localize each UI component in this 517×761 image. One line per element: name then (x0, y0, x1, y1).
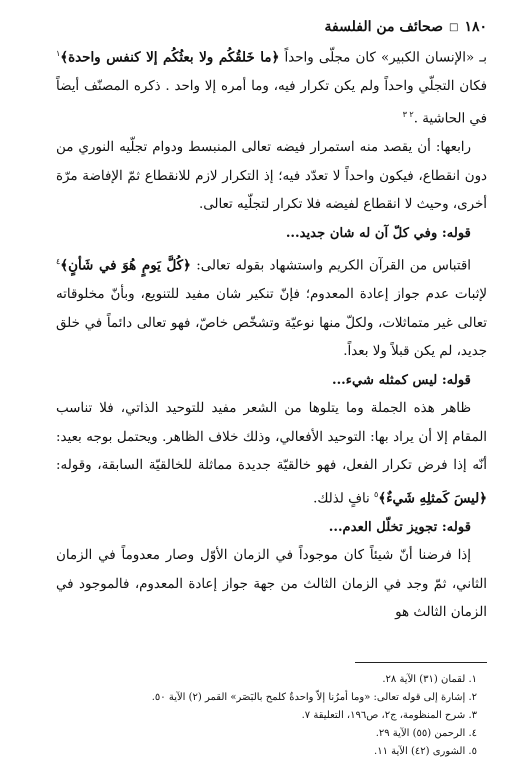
footnote-4: ٤. الرحمن (٥٥) الآية ٢٩. (375, 727, 477, 739)
page-header (56, 14, 487, 40)
footnote-1: ١. لقمان (٣١) الآية ٢٨. (382, 673, 477, 685)
subheading-3: قوله: تجويز تخلّل العدم... (328, 519, 471, 535)
p4-text: ظاهر هذه الجملة وما يتلوها من الشعر مفيد للتوحيد الذاتي، فلا تناسب المقام إلا أن يراد بها: التوحيد الأفعالي، وذلك خلاف الظاهر. ويحتمل بوجه بعيد: أنّه إذا فرض تكرار الفعل، فهو خالقيّة جديدة مماثلة للخالقيّة السابقة، وقوله: (56, 401, 487, 474)
running-title: صحائف من الفلسفة (324, 19, 443, 35)
page-number: ١٨٠ (464, 19, 487, 35)
footnote-2: ٢. إشارة إلى قوله تعالى: «وما أمرُنا إلاّ واحدةٌ كلمح بالبَصَر» القمر (٢) الآية ٥٠. (151, 691, 477, 703)
footnote-ref-1: ١ (56, 49, 61, 58)
footnote-5: ٥. الشورى (٤٢) الآية ١١. (374, 745, 477, 757)
paragraph-1 (56, 40, 487, 134)
footnote-ref-2-3: ٢ ٣ (402, 110, 414, 120)
main-text (56, 40, 487, 628)
footnote-ref-4: ٤ (56, 257, 61, 267)
p3-text-cont: لإثبات عدم جواز إعادة المعدوم؛ فإنّ تنكير شان مفيد للتنويع، وبأنّ مخلوقاته تعالى غير متماثلات، ولكلّ منها نوعيّة وتشخّص خاصّ، فهو تعالى دائماً في خلق جديد، لم يكن قبلاً ولا بعداً. (56, 287, 487, 360)
footnotes (56, 671, 487, 761)
footnote-divider (355, 662, 487, 663)
p4-text-cont: نافٍ لذلك. (313, 491, 375, 507)
paragraph-2: رابعها: أن يقصد منه استمرار فيضه تعالى المنبسط ودوام تجلّيه النوري من دون انقطاع، فيكون واحداً لا تعدّد فيه؛ إذ التكرار لازم للانقطاع ثمّ الإفاضة مرّة أخرى، وحيث لا انقطاع لفيضه فلا تكرار لتجلّيه تعالى. (56, 140, 487, 213)
subheading-2: قوله: ليس كمثله شيء... (332, 372, 471, 388)
p1-text: بـ «الإنسان الكبير» كان مجلّى واحداً (279, 50, 487, 66)
subheading-1: قوله: وفي كلّ آن له شان جديد... (285, 225, 471, 241)
quran-quote-1: ﴿ما خَلقُكُم ولا بعثُكُم إلا كنفس واحدة﴾ (60, 49, 280, 66)
paragraph-3 (56, 248, 487, 366)
footnote-ref-5: ٥ (374, 489, 379, 499)
paragraph-5: إذا فرضنا أنّ شيئاً كان موجوداً في الزمان الأوّل وصار معدوماً في الزمان الثاني، ثمّ وجد في الزمان الثالث من جهة جواز إعادة المعدوم، فالموجود في الزمان الثالث هو (56, 548, 487, 621)
header-separator-icon: □ (448, 21, 459, 33)
quran-quote-3: ﴿ليسَ كَمثلِهِ شَيءٌ﴾ (378, 490, 487, 507)
footnote-3: ٣. شرح المنظومة، ج٢، ص١٩٦، التعليقة ٧. (301, 709, 477, 721)
p1-text-cont: فكان التجلّي واحداً ولم يكن تكرار فيه، وما أمره إلا واحد . ذكره المصنّف أيضاً في الحاشية . (56, 78, 487, 127)
paragraph-4 (56, 395, 487, 513)
p3-text: اقتباس من القرآن الكريم واستشهاد بقوله تعالى: (190, 258, 471, 274)
quran-quote-2: ﴿كُلَّ يَومٍ هُوَ في شَأنٍ﴾ (60, 257, 191, 274)
